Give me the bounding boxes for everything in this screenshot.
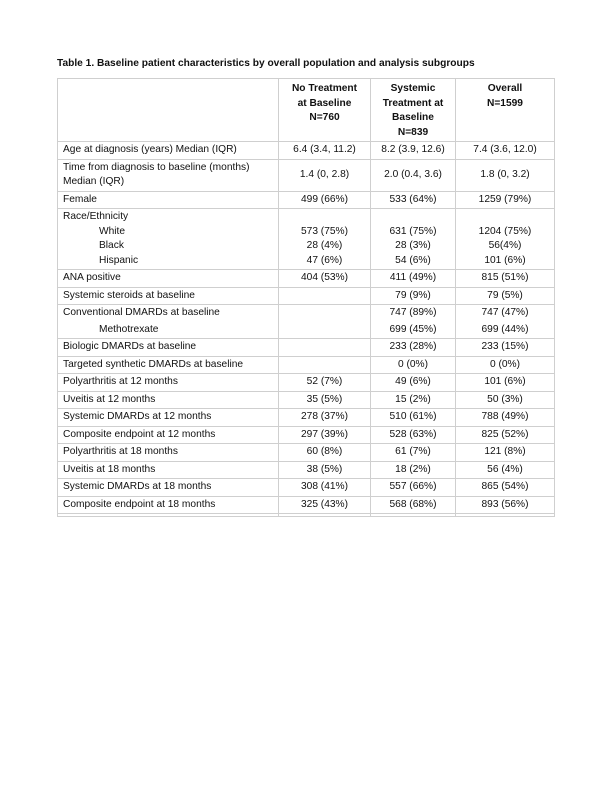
- group-label: Conventional DMARDs at baseline: [63, 307, 220, 318]
- row-label: Systemic steroids at baseline: [58, 287, 279, 305]
- cell-systemic: 233 (28%): [371, 339, 456, 357]
- cell-systemic: [371, 305, 456, 339]
- cell-overall: 7.4 (3.6, 12.0): [456, 142, 555, 160]
- table-row: [58, 409, 555, 427]
- table-row-conventional-dmards: [58, 305, 555, 339]
- subrow-label: Hispanic: [99, 254, 139, 266]
- subrow-value: 1204 (75%): [478, 225, 532, 237]
- cell-overall: [456, 514, 555, 517]
- spacer: [461, 210, 549, 225]
- table-row: [58, 374, 555, 392]
- header-line: No Treatment: [291, 83, 358, 94]
- header-line: Treatment at: [382, 97, 444, 109]
- table-row: [58, 496, 555, 514]
- cell-systemic: 61 (7%): [371, 444, 456, 462]
- subrow-label: Methotrexate: [99, 323, 159, 335]
- value: 747 (47%): [481, 307, 529, 318]
- cell-no-treatment: 6.4 (3.4, 11.2): [279, 142, 371, 160]
- table-row: [58, 270, 555, 288]
- subrow-value: 631 (75%): [389, 225, 437, 237]
- row-label: Polyarthritis at 18 months: [58, 444, 279, 462]
- row-label: [58, 514, 279, 517]
- row-label: Systemic DMARDs at 12 months: [58, 409, 279, 427]
- row-label: Female: [58, 191, 279, 209]
- cell-overall: 825 (52%): [456, 426, 555, 444]
- subrow-value: 573 (75%): [300, 225, 348, 237]
- table-row: [58, 339, 555, 357]
- cell-systemic: [371, 514, 456, 517]
- header-no-treatment: [279, 79, 371, 142]
- header-overall: [456, 79, 555, 142]
- table-caption: Table 1. Baseline patient characteristics by overall population and analysis subgroups: [57, 58, 475, 69]
- cell-overall: 56 (4%): [456, 461, 555, 479]
- subrow-value: 699 (45%): [389, 323, 437, 335]
- header-line: at Baseline: [297, 97, 352, 109]
- cell-systemic: 533 (64%): [371, 191, 456, 209]
- table-row: [58, 287, 555, 305]
- row-label: Polyarthritis at 12 months: [58, 374, 279, 392]
- header-line: Overall: [487, 83, 523, 94]
- table-row: [58, 191, 555, 209]
- row-label-line: Median (IQR): [63, 176, 125, 187]
- subrow-label: Black: [99, 240, 124, 251]
- cell-overall: 815 (51%): [456, 270, 555, 288]
- cell-no-treatment: [279, 339, 371, 357]
- cell-overall: 788 (49%): [456, 409, 555, 427]
- cell-no-treatment: 1.4 (0, 2.8): [279, 159, 371, 191]
- table-row: [58, 461, 555, 479]
- cell-systemic: 528 (63%): [371, 426, 456, 444]
- cell-overall: 865 (54%): [456, 479, 555, 497]
- cell-overall: 79 (5%): [456, 287, 555, 305]
- row-label: Composite endpoint at 12 months: [58, 426, 279, 444]
- cell-no-treatment: 297 (39%): [279, 426, 371, 444]
- cell-systemic: [371, 209, 456, 270]
- spacer: [376, 210, 450, 225]
- cell-no-treatment: 325 (43%): [279, 496, 371, 514]
- header-line: N=760: [309, 112, 340, 123]
- cell-systemic: 0 (0%): [371, 356, 456, 374]
- table-row: [58, 479, 555, 497]
- cell-no-treatment: [279, 356, 371, 374]
- row-label: Uveitis at 18 months: [58, 461, 279, 479]
- header-line: Systemic: [390, 83, 436, 94]
- cell-systemic: 411 (49%): [371, 270, 456, 288]
- cell-overall: 121 (8%): [456, 444, 555, 462]
- table-row: [58, 391, 555, 409]
- cell-no-treatment: [279, 209, 371, 270]
- cell-no-treatment: [279, 514, 371, 517]
- cell-systemic: 568 (68%): [371, 496, 456, 514]
- table-row: [58, 142, 555, 160]
- cell-no-treatment: [279, 287, 371, 305]
- table-row: [58, 159, 555, 191]
- cell-no-treatment: [279, 305, 371, 339]
- table-row: [58, 356, 555, 374]
- cell-systemic: 15 (2%): [371, 391, 456, 409]
- cell-overall: 0 (0%): [456, 356, 555, 374]
- cell-no-treatment: 35 (5%): [279, 391, 371, 409]
- cell-overall: 1259 (79%): [456, 191, 555, 209]
- cell-overall: 101 (6%): [456, 374, 555, 392]
- subrow-label: White: [99, 225, 126, 237]
- value: 747 (89%): [389, 307, 437, 318]
- subrow-value: 54 (6%): [395, 254, 431, 266]
- cell-no-treatment: 38 (5%): [279, 461, 371, 479]
- cell-systemic: 49 (6%): [371, 374, 456, 392]
- cell-no-treatment: 278 (37%): [279, 409, 371, 427]
- cell-systemic: 557 (66%): [371, 479, 456, 497]
- cell-overall: 1.8 (0, 3.2): [456, 159, 555, 191]
- cell-no-treatment: 308 (41%): [279, 479, 371, 497]
- cell-systemic: 2.0 (0.4, 3.6): [371, 159, 456, 191]
- row-label: Composite endpoint at 18 months: [58, 496, 279, 514]
- row-label: Biologic DMARDs at baseline: [58, 339, 279, 357]
- subrow-value: 699 (44%): [481, 323, 529, 335]
- row-label: Age at diagnosis (years) Median (IQR): [58, 142, 279, 160]
- table-row: [58, 426, 555, 444]
- cell-systemic: 79 (9%): [371, 287, 456, 305]
- header-line: N=839: [397, 126, 429, 138]
- row-label: ANA positive: [58, 270, 279, 288]
- cell-no-treatment: 404 (53%): [279, 270, 371, 288]
- cell-systemic: 18 (2%): [371, 461, 456, 479]
- cell-overall: [456, 209, 555, 270]
- table-row-race-ethnicity: [58, 209, 555, 270]
- header-systemic-treatment: [371, 79, 456, 142]
- group-label: Race/Ethnicity: [63, 211, 129, 222]
- cell-no-treatment: 499 (66%): [279, 191, 371, 209]
- row-label: Systemic DMARDs at 18 months: [58, 479, 279, 497]
- subrow-value: 101 (6%): [484, 254, 526, 266]
- baseline-characteristics-table: [57, 78, 555, 517]
- header-row: [58, 79, 555, 142]
- cell-overall: 893 (56%): [456, 496, 555, 514]
- cell-no-treatment: 60 (8%): [279, 444, 371, 462]
- cell-systemic: 510 (61%): [371, 409, 456, 427]
- cell-overall: 50 (3%): [456, 391, 555, 409]
- row-label: [58, 159, 279, 191]
- spacer: [284, 210, 365, 225]
- row-label-line: Time from diagnosis to baseline (months): [63, 161, 250, 173]
- subrow-value: 47 (6%): [306, 254, 343, 266]
- subrow-value: 56(4%): [488, 240, 522, 251]
- cell-no-treatment: 52 (7%): [279, 374, 371, 392]
- cell-systemic: 8.2 (3.9, 12.6): [371, 142, 456, 160]
- row-label: Targeted synthetic DMARDs at baseline: [58, 356, 279, 374]
- cell-overall: [456, 305, 555, 339]
- subrow-value: 28 (4%): [306, 240, 343, 251]
- header-line: N=1599: [487, 97, 523, 109]
- cell-overall: 233 (15%): [456, 339, 555, 357]
- row-label: [58, 209, 279, 270]
- table-row: [58, 444, 555, 462]
- row-label: Uveitis at 12 months: [58, 391, 279, 409]
- header-empty: [58, 79, 279, 142]
- row-label: [58, 305, 279, 339]
- table-row: [58, 514, 555, 517]
- header-line: Baseline: [392, 112, 434, 123]
- subrow-value: 28 (3%): [395, 240, 431, 251]
